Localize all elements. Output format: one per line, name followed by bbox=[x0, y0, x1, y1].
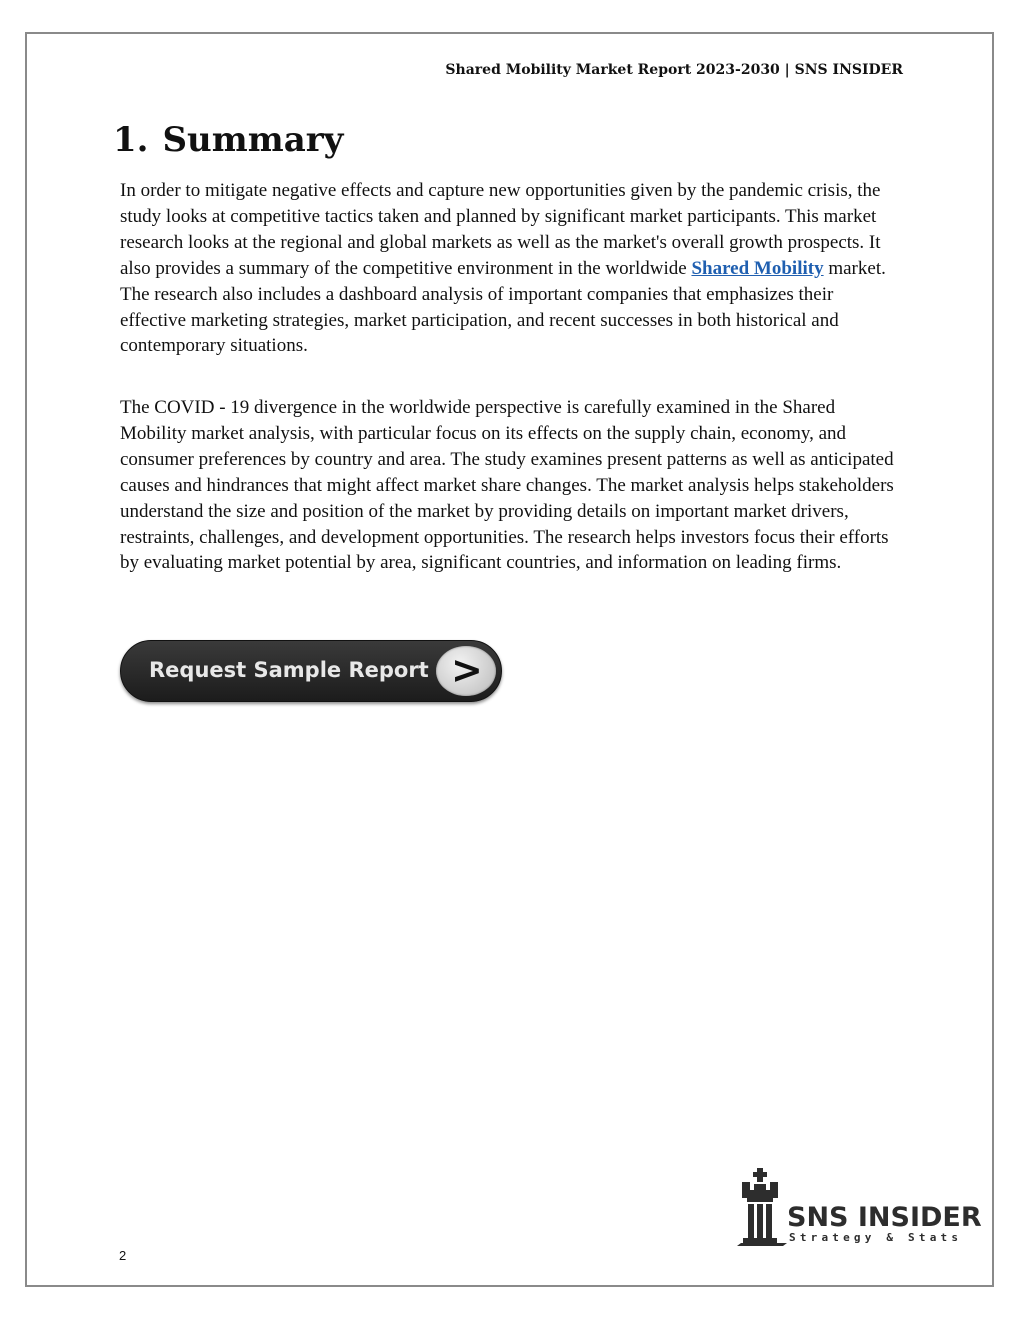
paragraph-text: market. The research also includes a dashboard analysis of important companies that emphasizes their effective marketing strategies, market participation, and recent successes in both historical and contemporary situations. bbox=[120, 257, 886, 357]
sns-insider-logo bbox=[735, 1166, 982, 1250]
summary-paragraph-1 bbox=[120, 178, 900, 359]
section-title: Summary bbox=[162, 120, 344, 160]
arrow-glyph: > bbox=[451, 648, 483, 692]
page-header: Shared Mobility Market Report 2023-2030 | SNS INSIDER bbox=[445, 62, 903, 78]
logo-tagline: Strategy & Stats bbox=[789, 1231, 963, 1244]
chess-king-icon bbox=[735, 1166, 791, 1250]
paragraph-text: In order to mitigate negative effects and capture new opportunities given by the pandemic crisis, the study looks at competitive tactics taken and planned by significant market participants. This market research looks at the regional and global markets as well as the market's overall growth prospects. It also provides a summary of the competitive environment in the worldwide bbox=[120, 180, 881, 279]
arrow-right-icon bbox=[436, 646, 496, 696]
shared-mobility-link[interactable]: Shared Mobility bbox=[691, 257, 824, 279]
section-heading bbox=[113, 120, 343, 160]
request-sample-report-label: Request Sample Report bbox=[149, 658, 429, 682]
logo-name: SNS INSIDER bbox=[787, 1202, 982, 1233]
request-sample-report-button[interactable] bbox=[120, 640, 502, 702]
page-number: 2 bbox=[119, 1248, 127, 1263]
section-number: 1. bbox=[113, 120, 149, 160]
summary-paragraph-2: The COVID - 19 divergence in the worldwide perspective is carefully examined in the Shared Mobility market analysis, with particular focus on its effects on the supply chain, economy, and consumer preferences by country and area. The study examines present patterns as well as anticipated causes and hindrances that might affect market share changes. The market analysis helps stakeholders understand the size and position of the market by providing details on important market drivers, restraints, challenges, and development opportunities. The research helps investors focus their efforts by evaluating market potential by area, significant countries, and information on leading firms. bbox=[120, 397, 894, 574]
